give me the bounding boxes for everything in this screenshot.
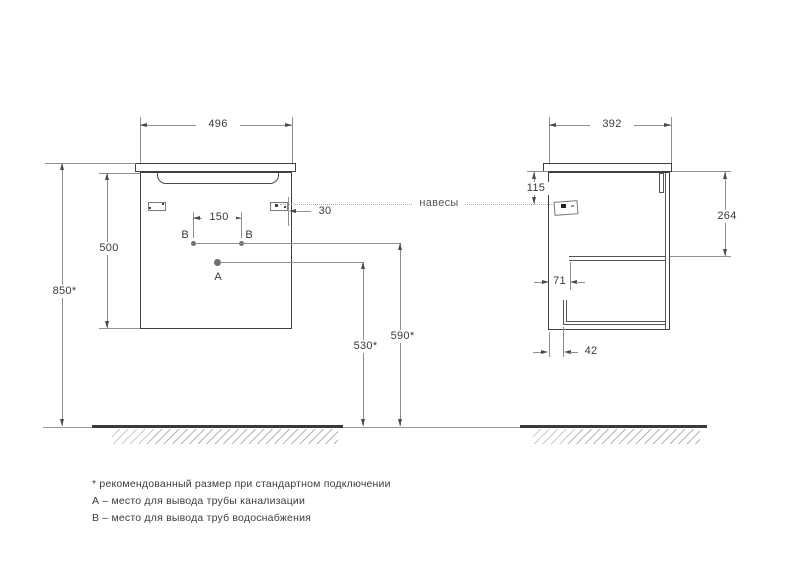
bracket-pin xyxy=(275,204,278,207)
floor-hatching-left xyxy=(112,429,338,444)
leader-line-a xyxy=(220,262,363,263)
legend-note-point-a: А – место для вывода трубы канализации xyxy=(92,495,306,507)
dim-label-total-height: 850* xyxy=(45,285,84,298)
legend-note-point-b: В – место для вывода труб водоснабжения xyxy=(92,512,312,524)
ext-line xyxy=(241,212,242,238)
arrow-up-icon xyxy=(60,163,64,170)
arrow-right-icon xyxy=(664,123,671,127)
dim-label-cabinet-height: 500 xyxy=(92,242,126,255)
point-a-label: А xyxy=(214,271,222,283)
dim-label-point-b-height: 590* xyxy=(384,330,421,343)
arrow-down-icon xyxy=(532,197,536,204)
countertop-front xyxy=(135,163,296,172)
arrow-left-icon xyxy=(289,209,296,213)
dim-label-hanger-top-offset: 115 xyxy=(521,182,551,195)
cabinet-body-front xyxy=(140,172,292,329)
dim-label-point-a-height: 530* xyxy=(347,340,384,353)
handle-groove xyxy=(659,173,664,193)
basin-groove xyxy=(157,172,279,184)
arrow-right-icon xyxy=(542,280,549,284)
arrow-down-icon xyxy=(723,249,727,256)
dim-stub xyxy=(570,352,578,353)
arrow-down-icon xyxy=(60,419,64,426)
leader-line-b xyxy=(195,243,400,244)
ext-line xyxy=(549,332,550,357)
arrow-left-icon xyxy=(193,216,200,220)
bracket-pin xyxy=(561,204,566,208)
arrow-down-icon xyxy=(105,321,109,328)
shelf-line-bottom xyxy=(569,260,665,261)
dim-label-bottom-back-offset: 42 xyxy=(578,345,604,358)
hanger-bracket-side xyxy=(554,200,579,216)
dim-stub xyxy=(576,282,585,283)
arrow-left-icon xyxy=(549,123,556,127)
bracket-pin xyxy=(571,205,574,207)
ext-line xyxy=(671,117,672,163)
floor-hatching-right xyxy=(533,429,700,444)
arrow-up-icon xyxy=(723,172,727,179)
arrow-right-icon xyxy=(541,350,548,354)
shelf-line-top xyxy=(569,256,665,257)
point-b-right-label: В xyxy=(245,229,253,241)
dim-label-upper-section: 264 xyxy=(710,210,744,223)
countertop-side xyxy=(543,163,672,172)
dim-label-hanger-offset: 30 xyxy=(312,205,338,218)
bracket-pin xyxy=(162,203,164,205)
ext-line xyxy=(570,262,571,290)
dim-label-width: 496 xyxy=(196,118,240,131)
ext-line xyxy=(292,117,293,163)
arrow-up-icon xyxy=(361,262,365,269)
arrow-up-icon xyxy=(398,243,402,250)
arrow-down-icon xyxy=(361,419,365,426)
ext-line xyxy=(527,171,548,172)
arrow-up-icon xyxy=(532,172,536,179)
dim-line-hanger-offset xyxy=(294,211,311,212)
arrow-right-icon xyxy=(285,123,292,127)
dim-label-outlet-spacing: 150 xyxy=(202,211,236,224)
ext-line xyxy=(670,256,731,257)
dim-label-depth: 392 xyxy=(590,118,634,131)
bracket-pin xyxy=(149,207,151,209)
legend-note-recommended: * рекомендованный размер при стандартном подключении xyxy=(92,478,391,490)
dim-label-shelf-back-offset: 71 xyxy=(550,275,569,288)
bottom-panel-inner xyxy=(566,300,666,322)
arrow-up-icon xyxy=(105,173,109,180)
hangers-label: навесы xyxy=(413,197,465,210)
point-b-left-label: В xyxy=(181,229,189,241)
arrow-down-icon xyxy=(398,419,402,426)
floor-slab-right xyxy=(520,425,707,428)
floor-slab-left xyxy=(92,425,343,428)
ext-line xyxy=(99,328,140,329)
arrow-left-icon xyxy=(140,123,147,127)
bracket-pin xyxy=(284,206,286,208)
